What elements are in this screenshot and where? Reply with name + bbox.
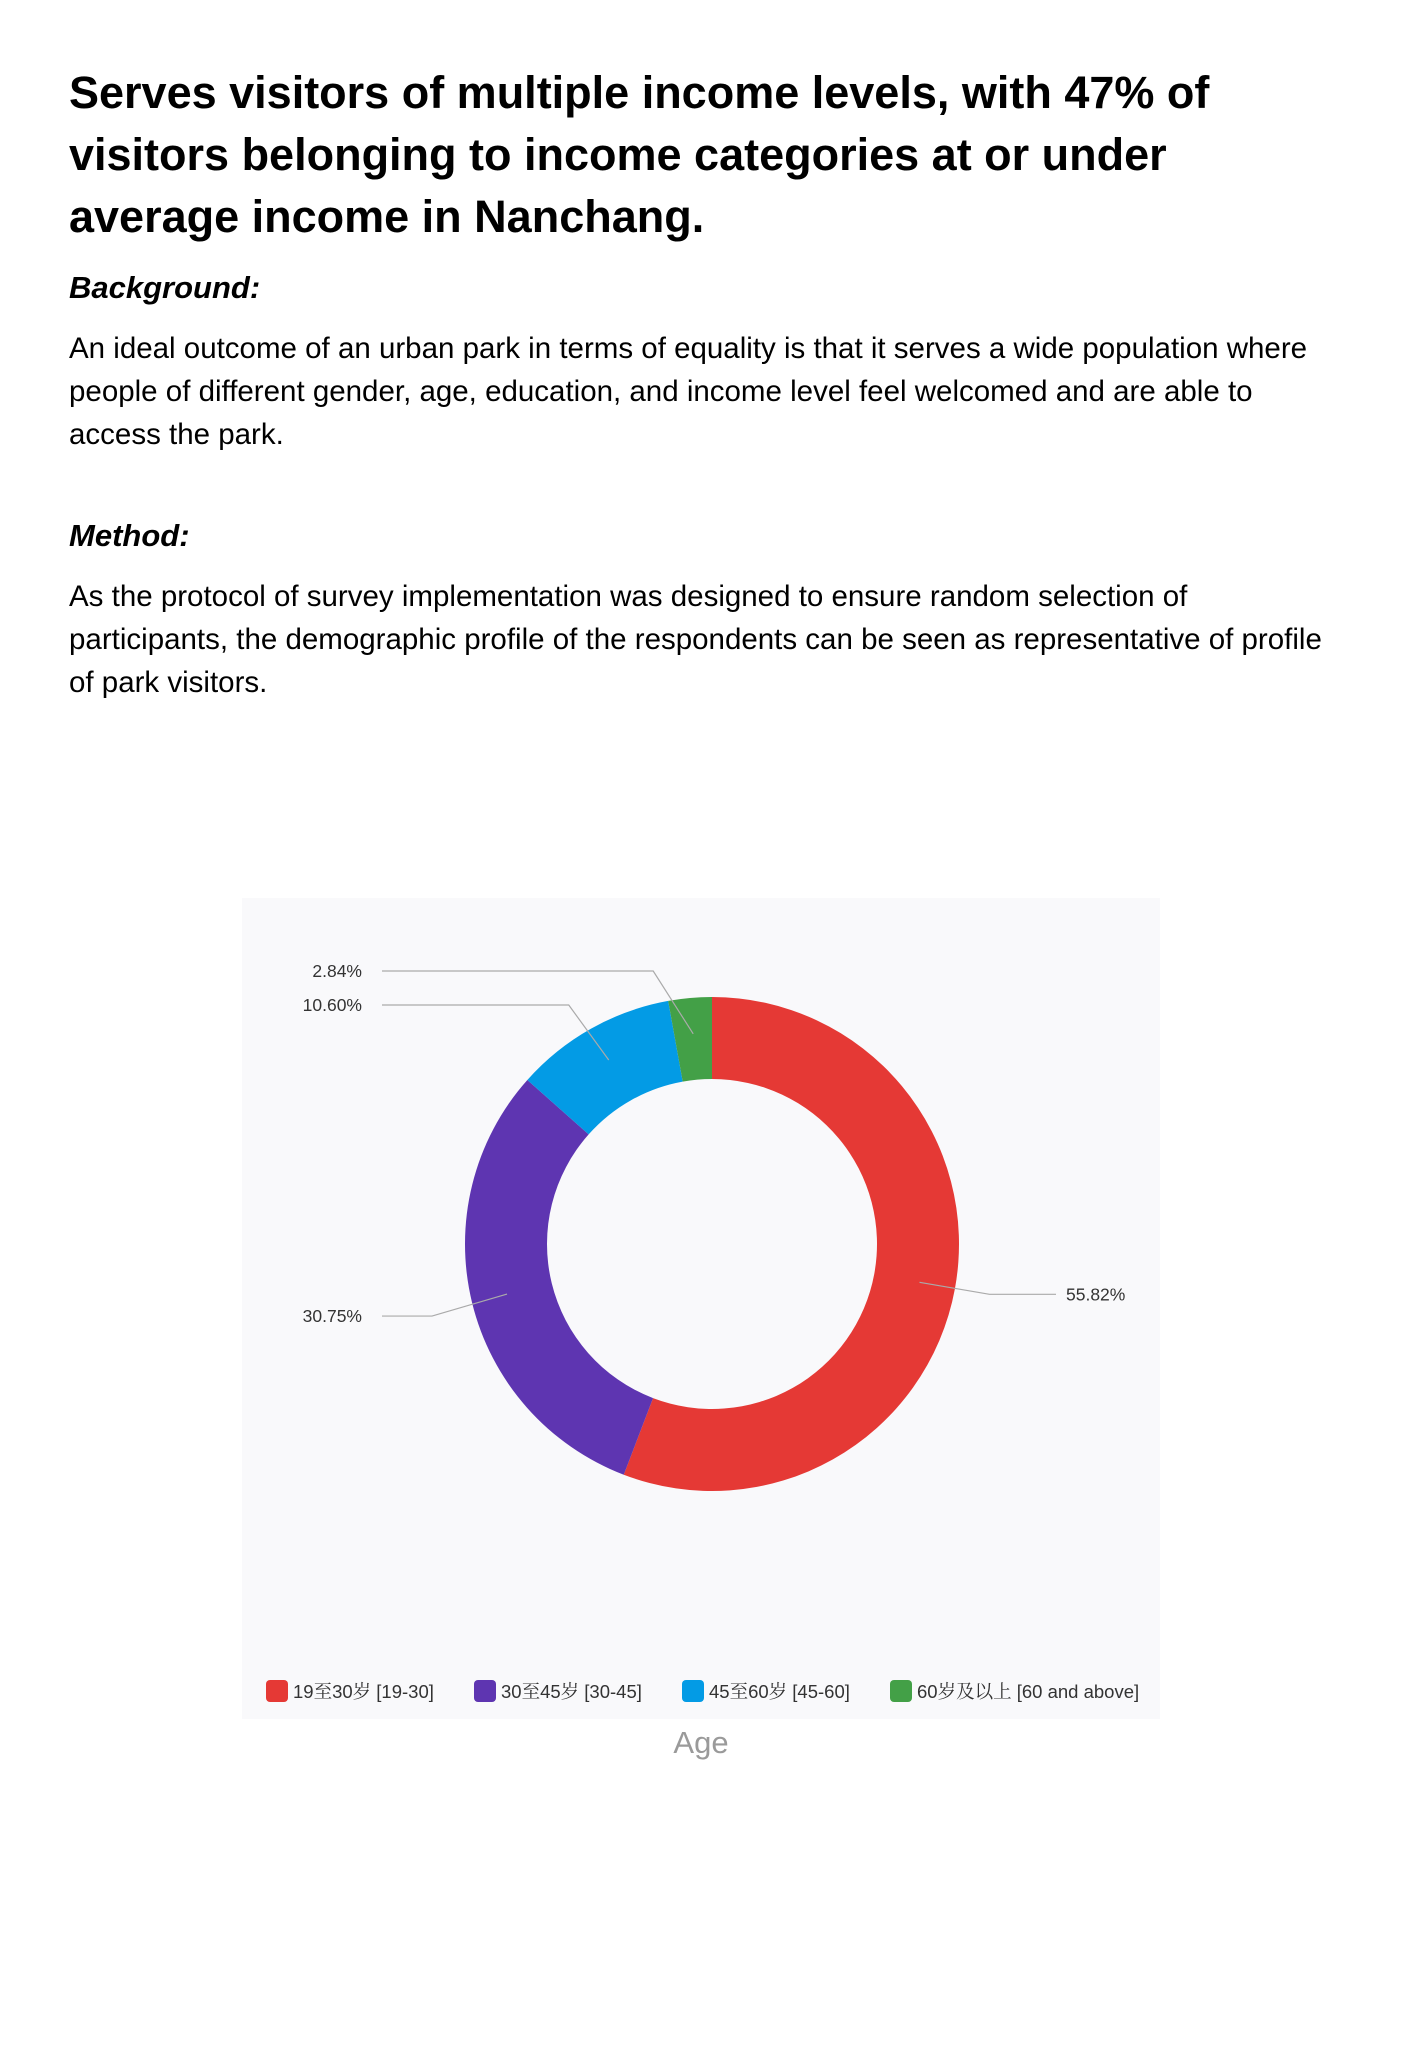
legend-item-60-plus[interactable] [890, 1676, 1139, 1706]
slice-value-label: 2.84% [312, 961, 362, 981]
legend-swatch [890, 1680, 912, 1702]
slice-value-label: 55.82% [1066, 1284, 1126, 1305]
donut-slice-30-45 [465, 1080, 653, 1475]
legend-item-30-45[interactable] [474, 1676, 642, 1706]
slice-value-label: 10.60% [302, 995, 362, 1015]
method-paragraph: As the protocol of survey implementation was designed to ensure random selection of participants, the demographic profile of the respondents can be seen as representative of profile of park visitors. [69, 580, 1322, 699]
method-heading: Method: [69, 518, 190, 553]
background-paragraph: An ideal outcome of an urban park in terms of equality is that it serves a wide population where people of different gender, age, education, and income level feel welcomed and are able to access the park. [69, 332, 1308, 451]
legend-label: 19至30岁 [19-30] [293, 1681, 434, 1702]
legend-item-45-60[interactable] [682, 1676, 850, 1706]
legend-label: 60岁及以上 [60 and above] [917, 1681, 1140, 1702]
legend-swatch [682, 1680, 704, 1702]
legend-label: 45至60岁 [45-60] [709, 1681, 850, 1702]
donut-chart-svg [242, 898, 1160, 1719]
legend-label: 30至45岁 [30-45] [501, 1681, 642, 1702]
legend-swatch [474, 1680, 496, 1702]
slice-value-label: 30.75% [302, 1306, 362, 1327]
chart-legend [242, 1676, 1160, 1706]
legend-swatch [266, 1680, 288, 1702]
age-donut-chart [242, 898, 1160, 1719]
background-heading: Background: [69, 270, 261, 305]
page-title: Serves visitors of multiple income levels, with 47% of visitors belonging to income categories at or under average income in Nanchang. [69, 67, 1210, 242]
legend-item-19-30[interactable] [266, 1676, 434, 1706]
chart-caption: Age [673, 1725, 729, 1760]
